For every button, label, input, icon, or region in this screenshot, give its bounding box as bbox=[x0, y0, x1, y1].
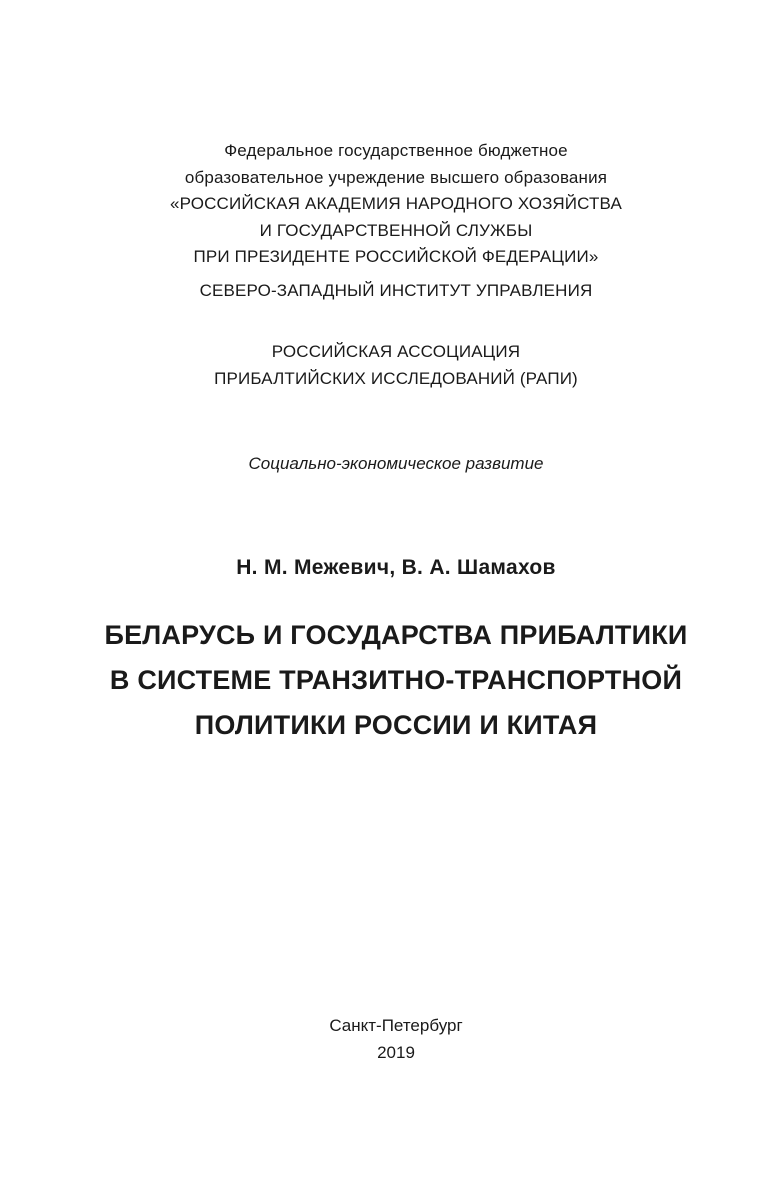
institution-line: «РОССИЙСКАЯ АКАДЕМИЯ НАРОДНОГО ХОЗЯЙСТВА bbox=[170, 194, 622, 213]
title-line: БЕЛАРУСЬ И ГОСУДАРСТВА ПРИБАЛТИКИ bbox=[104, 620, 688, 650]
association-line: ПРИБАЛТИЙСКИХ ИССЛЕДОВАНИЙ (РАПИ) bbox=[214, 368, 578, 388]
association-line: РОССИЙСКАЯ АССОЦИАЦИЯ bbox=[271, 342, 521, 361]
institution-branch: СЕВЕРО-ЗАПАДНЫЙ ИНСТИТУТ УПРАВЛЕНИЯ bbox=[199, 280, 593, 300]
association-block bbox=[12, 339, 768, 392]
institution-line: И ГОСУДАРСТВЕННОЙ СЛУЖБЫ bbox=[259, 220, 533, 240]
series-name: Социально-экономическое развитие bbox=[248, 454, 544, 473]
authors: Н. М. Межевич, В. А. Шамахов bbox=[236, 556, 556, 579]
imprint-city: Санкт-Петербург bbox=[329, 1016, 463, 1035]
title-line: ПОЛИТИКИ РОССИИ И КИТАЯ bbox=[194, 710, 598, 740]
institution-line: Федеральное государственное бюджетное bbox=[224, 141, 568, 160]
title-line: В СИСТЕМЕ ТРАНЗИТНО-ТРАНСПОРТНОЙ bbox=[109, 665, 683, 695]
book-title bbox=[12, 613, 768, 748]
institution-block bbox=[12, 138, 768, 304]
institution-line: образовательное учреждение высшего образования bbox=[184, 167, 608, 187]
imprint bbox=[12, 1012, 768, 1066]
imprint-year: 2019 bbox=[377, 1043, 415, 1062]
institution-line: ПРИ ПРЕЗИДЕНТЕ РОССИЙСКОЙ ФЕДЕРАЦИИ» bbox=[193, 247, 599, 266]
